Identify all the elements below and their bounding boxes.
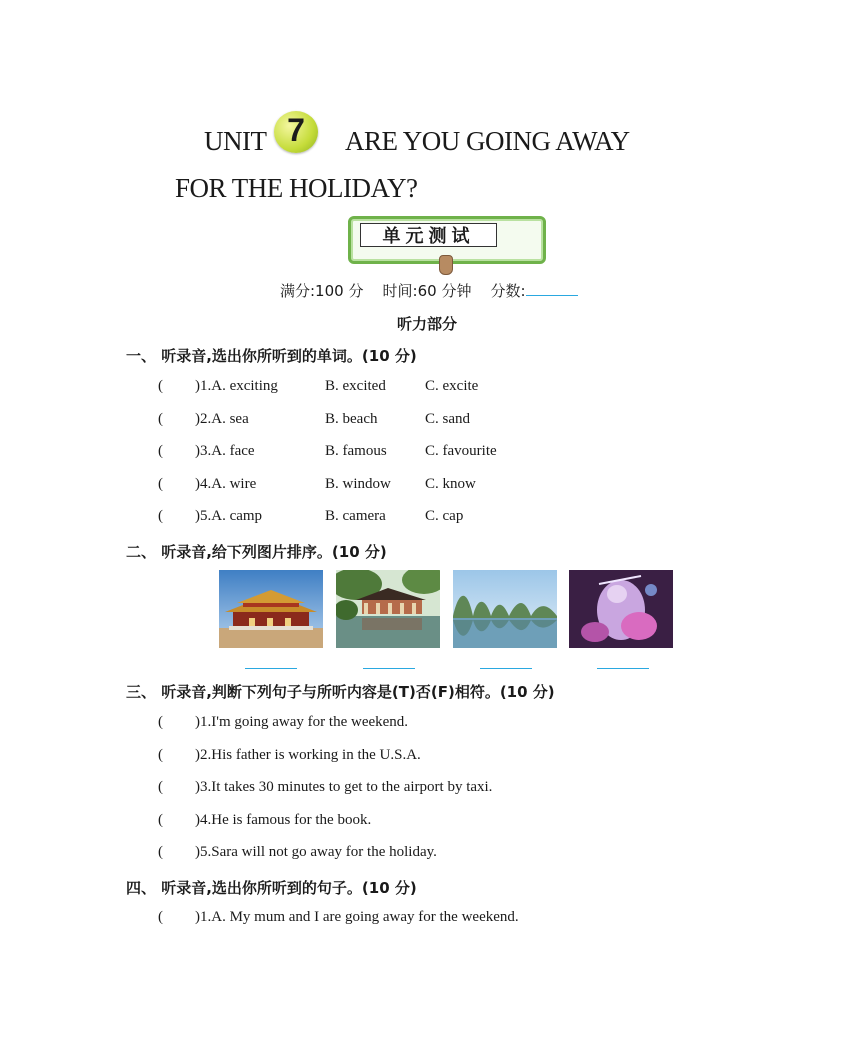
full-marks: 满分:100 分 [280,282,364,300]
order-blank-1[interactable] [245,668,297,669]
karst-river-photo [453,570,557,648]
part-title: 听力部分 [397,315,458,333]
banner-text: 单元测试 [360,223,497,247]
pin-icon [439,255,453,275]
title-line1: ARE YOU GOING AWAY [345,126,630,156]
meta-line [280,280,578,301]
time-limit: 时间:60 分钟 [382,282,472,300]
palace-photo [219,570,323,648]
section4-heading: 四、 听录音,选出你所听到的句子。(10 分) [126,879,417,897]
title-unit-label: UNIT [204,126,267,156]
unit-number: 7 [287,111,305,148]
score-blank[interactable] [526,281,578,296]
unit-test-banner [342,211,550,273]
section1-heading: 一、 听录音,选出你所听到的单词。(10 分) [126,347,417,365]
section2-heading: 二、 听录音,给下列图片排序。(10 分) [126,543,387,561]
unit-number-badge [274,111,318,153]
section3-heading: 三、 听录音,判断下列句子与所听内容是(T)否(F)相符。(10 分) [126,683,555,701]
order-blank-2[interactable] [363,668,415,669]
title-line2: FOR THE HOLIDAY? [175,173,418,203]
pavilion-photo [336,570,440,648]
order-blank-4[interactable] [597,668,649,669]
order-blank-3[interactable] [480,668,532,669]
ice-sculpture-photo [569,570,673,648]
score-label: 分数: [490,282,526,300]
